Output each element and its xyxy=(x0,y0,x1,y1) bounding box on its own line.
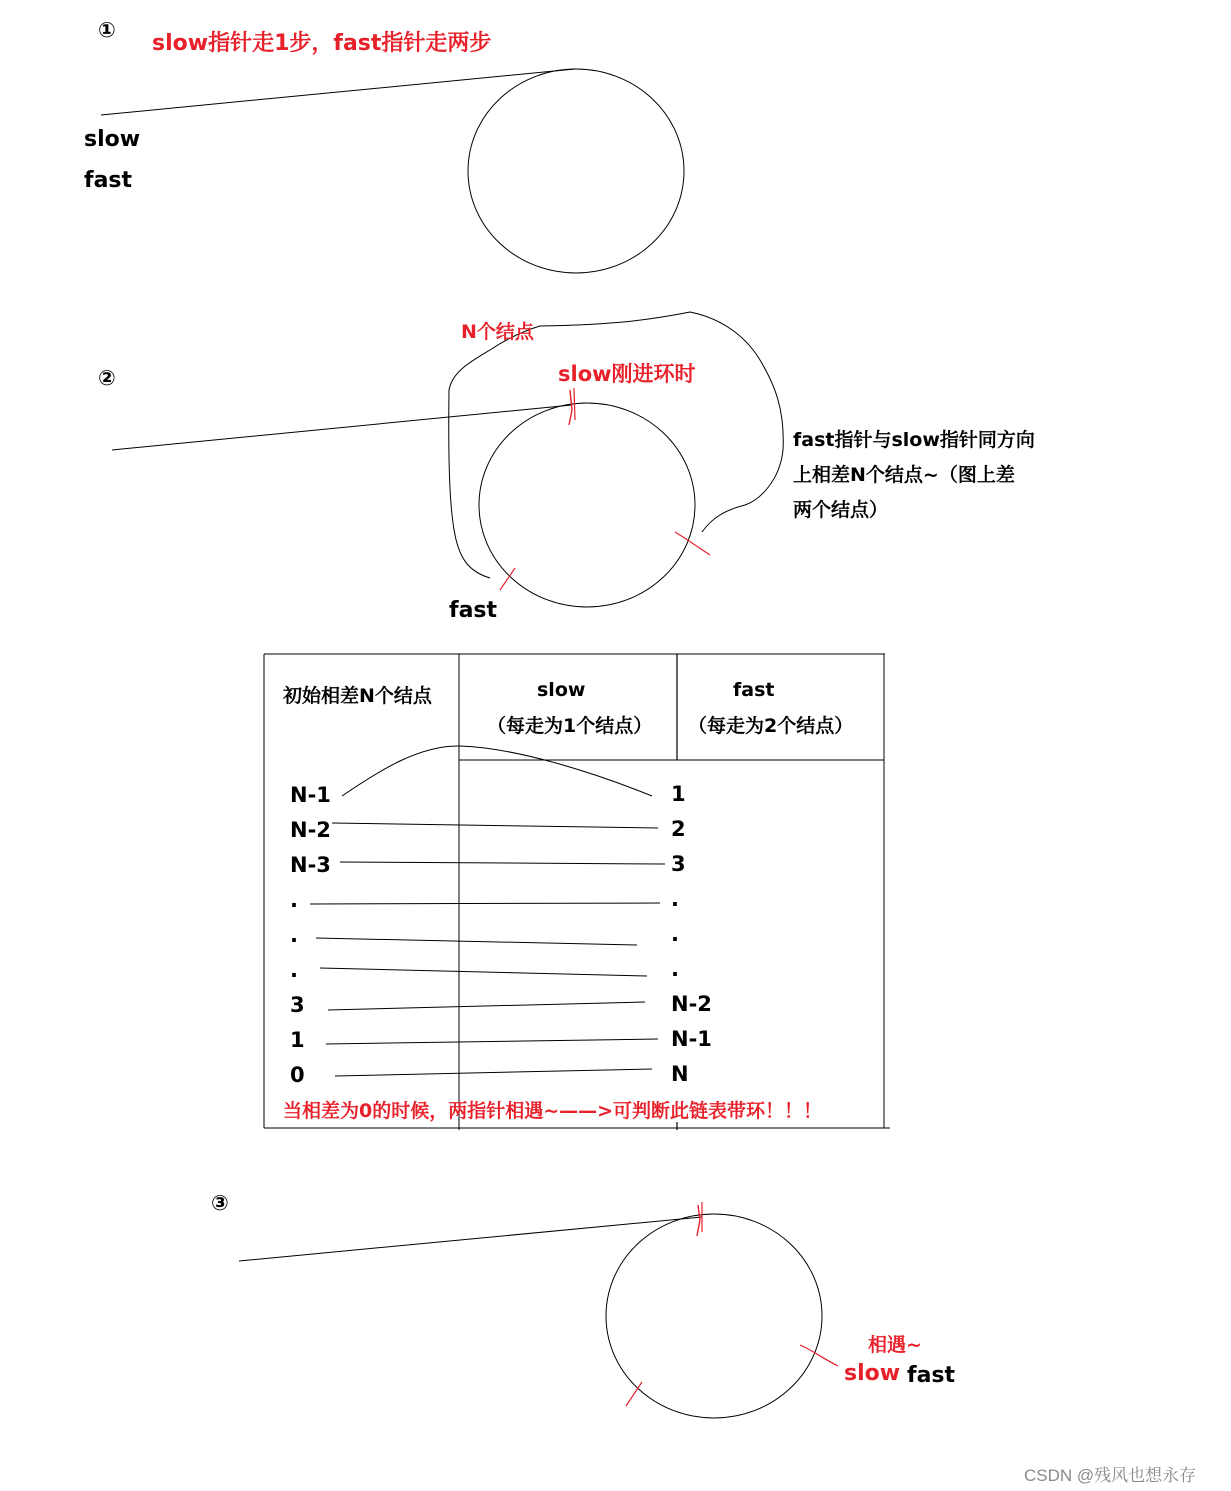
note-line-3: 两个结点） xyxy=(793,499,889,521)
left-cell: . xyxy=(290,888,298,912)
left-cell: N-3 xyxy=(290,853,331,877)
note-line-2: 上相差N个结点~（图上差 xyxy=(793,464,1015,486)
right-cell: 2 xyxy=(671,817,686,841)
left-cell: 0 xyxy=(290,1063,305,1087)
step-marker-1: ① xyxy=(98,18,116,42)
right-cell: N xyxy=(671,1062,689,1086)
label-meet: 相遇~ xyxy=(868,1334,922,1356)
label-fast-2: fast xyxy=(449,598,498,623)
left-cell: . xyxy=(290,923,298,947)
right-cell: 3 xyxy=(671,852,686,876)
label-slow-1: slow xyxy=(84,127,141,152)
left-cell: N-2 xyxy=(290,818,331,842)
section1-title: slow指针走1步，fast指针走两步 xyxy=(152,31,492,56)
watermark: CSDN @残风也想永存 xyxy=(1024,1466,1197,1485)
label-fast-1: fast xyxy=(84,168,133,193)
table-header-diff: 初始相差N个结点 xyxy=(283,685,432,707)
left-cell: N-1 xyxy=(290,783,331,807)
table-conclusion: 当相差为0的时候，两指针相遇~——>可判断此链表带环！！！ xyxy=(283,1100,823,1122)
table-header-fast-sub: （每走为2个结点） xyxy=(688,715,854,737)
note-line-1: fast指针与slow指针同方向 xyxy=(793,429,1035,451)
section1-drawing xyxy=(101,69,684,273)
table-header-slow: slow xyxy=(537,679,586,701)
left-cell: 3 xyxy=(290,993,305,1017)
step-marker-3: ③ xyxy=(211,1191,229,1215)
left-cell: . xyxy=(290,958,298,982)
label-fast-3: fast xyxy=(907,1363,956,1388)
label-slow-enter: slow刚进环时 xyxy=(558,362,696,386)
right-cell: N-2 xyxy=(671,992,712,1016)
table-header-slow-sub: （每走为1个结点） xyxy=(487,715,653,737)
label-slow-3: slow xyxy=(844,1361,901,1386)
table-header-fast: fast xyxy=(733,679,775,701)
right-cell: N-1 xyxy=(671,1027,712,1051)
left-cell: 1 xyxy=(290,1028,305,1052)
label-n-nodes: N个结点 xyxy=(461,321,534,343)
right-cell: 1 xyxy=(671,782,686,806)
right-cell: . xyxy=(671,922,679,946)
section3-drawing xyxy=(239,1202,838,1418)
right-cell: . xyxy=(671,957,679,981)
right-cell: . xyxy=(671,887,679,911)
step-marker-2: ② xyxy=(98,366,116,390)
section2-drawing xyxy=(112,312,783,607)
